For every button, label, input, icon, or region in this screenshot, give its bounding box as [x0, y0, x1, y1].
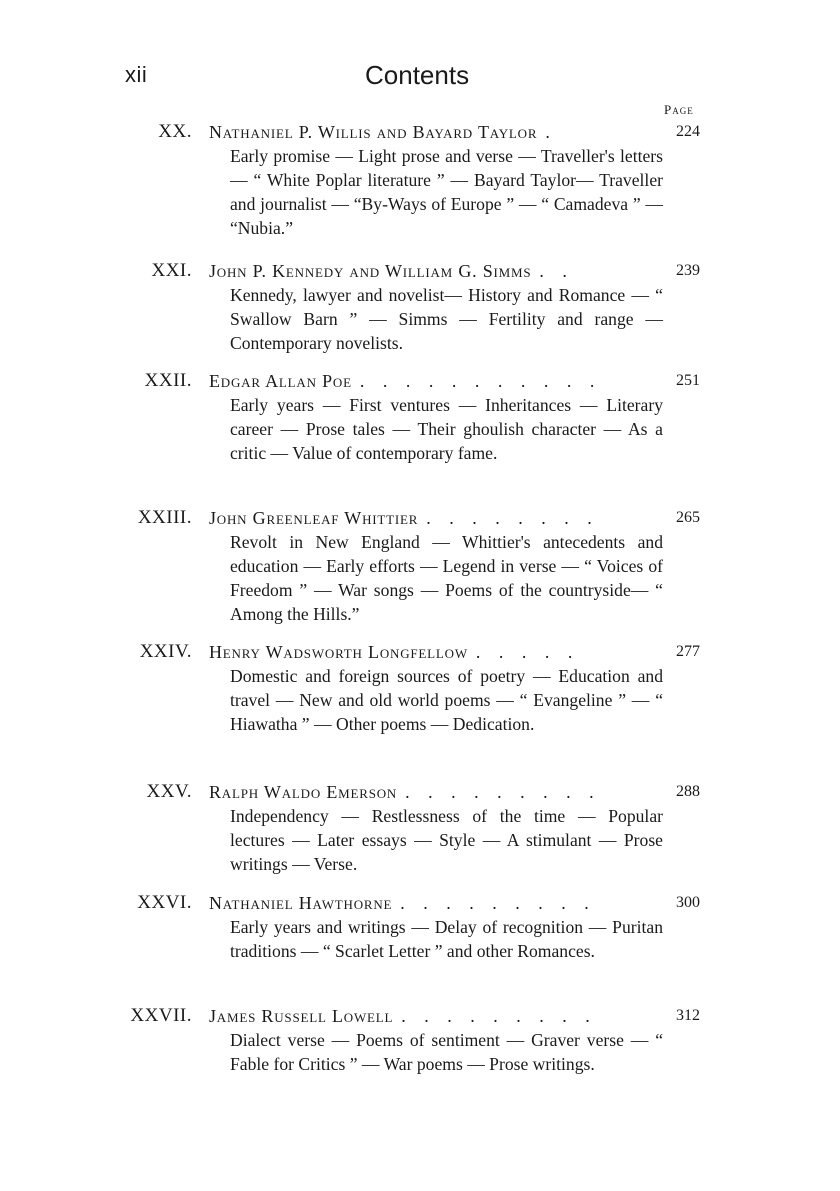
chapter-number: XXVII. — [130, 1005, 192, 1026]
chapter-title-text: John Greenleaf Whittier — [209, 508, 419, 528]
page-number: xii — [125, 62, 148, 87]
chapter-title — [209, 506, 664, 530]
page-column-header: Page — [664, 102, 694, 117]
dot-leader: . . . . . . . . . . . — [359, 371, 602, 391]
chapter-number: XX. — [158, 121, 192, 142]
chapter-title-text: Nathaniel P. Willis and Bayard Taylor — [209, 122, 538, 142]
dot-leader: . . . . . — [475, 642, 580, 662]
chapter-summary: Early promise — Light prose and verse — Traveller's letters — “ White Poplar literature ” — Bayard Taylor— Traveller and journalist — “By-Ways of Europe ” — “ Camadeva ” — “Nubia.” — [230, 146, 663, 238]
chapter-title — [209, 891, 664, 915]
chapter-summary: Dialect verse — Poems of sentiment — Graver verse — “ Fable for Critics ” — War poems — Prose writings. — [230, 1030, 663, 1074]
chapter-page: 224 — [676, 123, 700, 140]
chapter-summary: Early years and writings — Delay of recognition — Puritan traditions — “ Scarlet Letter ” and other Romances. — [230, 917, 663, 961]
chapter-title-text: James Russell Lowell — [209, 1006, 394, 1026]
chapter-number: XXV. — [146, 781, 192, 802]
chapter-title — [209, 120, 664, 144]
chapter-page: 239 — [676, 262, 700, 279]
chapter-number: XXIV. — [139, 641, 192, 662]
dot-leader: . . . . . . . . — [426, 508, 599, 528]
chapter-summary: Revolt in New England — Whittier's antecedents and education — Early efforts — Legend in verse — “ Voices of Freedom ” — War songs — Poems of the countryside— “ Among the Hills.” — [230, 532, 663, 624]
dot-leader: . — [545, 122, 557, 142]
chapter-page: 288 — [676, 783, 700, 800]
chapter-page: 265 — [676, 509, 700, 526]
chapter-title — [209, 369, 664, 393]
chapter-page: 312 — [676, 1007, 700, 1024]
chapter-number: XXI. — [151, 260, 192, 281]
chapter-page: 277 — [676, 643, 700, 660]
chapter-number: XXII. — [144, 370, 192, 391]
chapter-title — [209, 259, 664, 283]
chapter-summary: Kennedy, lawyer and novelist— History and Romance — “ Swallow Barn ” — Simms — Fertility and range — Contemporary novelists. — [230, 285, 663, 353]
chapter-title-text: Ralph Waldo Emerson — [209, 782, 398, 802]
chapter-title — [209, 780, 664, 804]
chapter-summary: Domestic and foreign sources of poetry — Education and travel — New and old world poems — “ Evangeline ” — “ Hiawatha ” — Other poems — Dedication. — [230, 666, 663, 734]
chapter-title-text: John P. Kennedy and William G. Simms — [209, 261, 532, 281]
dot-leader: . . . . . . . . . — [401, 1006, 597, 1026]
chapter-page: 300 — [676, 894, 700, 911]
dot-leader: . . . . . . . . . — [405, 782, 601, 802]
chapter-title — [209, 640, 664, 664]
dot-leader: . . — [539, 261, 574, 281]
chapter-title-text: Nathaniel Hawthorne — [209, 893, 393, 913]
chapter-number: XXVI. — [137, 892, 192, 913]
chapter-title-text: Edgar Allan Poe — [209, 371, 352, 391]
chapter-number: XXIII. — [137, 507, 192, 528]
dot-leader: . . . . . . . . . — [400, 893, 596, 913]
page-title: Contents — [365, 60, 470, 90]
chapter-page: 251 — [676, 372, 700, 389]
chapter-title — [209, 1004, 664, 1028]
chapter-summary: Independency — Restlessness of the time — Popular lectures — Later essays — Style — A stimulant — Prose writings — Verse. — [230, 806, 663, 874]
chapter-title-text: Henry Wadsworth Longfellow — [209, 642, 468, 662]
chapter-summary: Early years — First ventures — Inheritances — Literary career — Prose tales — Their ghoulish character — As a critic — Value of contemporary fame. — [230, 395, 663, 463]
